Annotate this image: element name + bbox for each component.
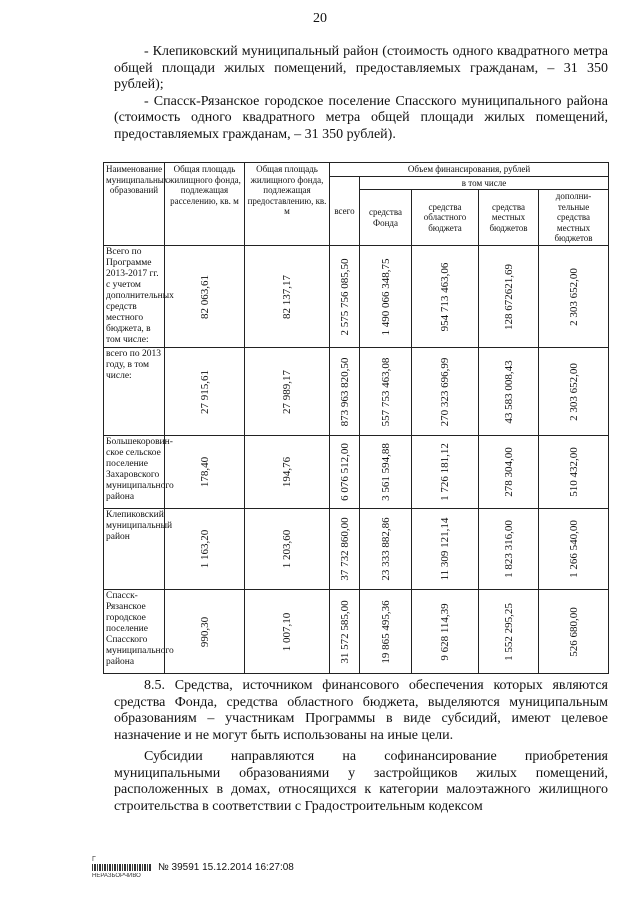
stamp-mark: Г bbox=[92, 856, 96, 863]
cell-area-provided: 1 203,60 bbox=[281, 529, 293, 569]
row-name: всего по 2013 году, в том числе: bbox=[104, 348, 165, 436]
table-row bbox=[104, 590, 609, 674]
footer bbox=[92, 856, 294, 878]
body-text bbox=[114, 678, 608, 815]
row-name: Клепиковский муниципальный район bbox=[104, 509, 165, 590]
cell-area-provided: 194,76 bbox=[281, 456, 293, 488]
cell-local-extra: 526 680,00 bbox=[567, 606, 580, 657]
row-name: Всего по Программе 2013-2017 гг. с учетом дополнительных средств местного бюджета, в том числе: bbox=[104, 246, 165, 348]
cell-local: 1 552 295,25 bbox=[502, 602, 515, 661]
intro-item-klepiki: - Клепиковский муниципальный район (стоимость одного квадратного метра общей площади жилых помещений, предоставляемых гражданам, – 31 350 рублей); bbox=[114, 44, 608, 92]
cell-local: 278 304,00 bbox=[502, 447, 515, 497]
table-row bbox=[104, 246, 609, 348]
cell-fund: 3 561 594,88 bbox=[379, 443, 392, 501]
cell-area-total: 178,40 bbox=[198, 456, 211, 488]
cell-area-total: 27 915,61 bbox=[198, 369, 211, 414]
cell-fund: 1 490 066 348,75 bbox=[379, 258, 392, 335]
cell-local-extra: 2 303 652,00 bbox=[567, 267, 580, 326]
cell-regional: 270 323 696,99 bbox=[439, 357, 451, 426]
paragraph-8-5: 8.5. Средства, источником финансового обеспечения которых являются средства Фонда, средства областного бюджета, выделяются муниципальным образованиям – участникам Программы в виде субсидий, имеют целевое назначение и не могут быть использованы на иные цели. bbox=[114, 678, 608, 743]
table-row bbox=[104, 509, 609, 590]
table-row bbox=[104, 436, 609, 509]
cell-regional: 9 628 114,39 bbox=[439, 602, 451, 661]
document-reference: № 39591 15.12.2014 16:27:08 bbox=[158, 861, 294, 873]
cell-fund: 557 753 463,08 bbox=[379, 357, 392, 426]
cell-regional: 1 726 181,12 bbox=[439, 443, 451, 501]
header-including: в том числе bbox=[360, 176, 609, 190]
header-name: Наименование муниципальных образований bbox=[104, 163, 165, 246]
header-regional: средства областного бюджета bbox=[412, 190, 479, 246]
header-financing: Объем финансирования, рублей bbox=[330, 163, 609, 177]
cell-total: 31 572 585,00 bbox=[338, 599, 351, 664]
cell-local-extra: 510 432,00 bbox=[567, 447, 580, 497]
header-total: всего bbox=[330, 176, 360, 246]
intro-item-spassk: - Спасск-Рязанское городское поселение Спасского муниципального района (стоимость одного квадратного метра общей площади жилых помещений, предоставляемых гражданам, – 31 350 рублей). bbox=[114, 93, 608, 142]
cell-area-total: 82 063,61 bbox=[198, 274, 211, 319]
cell-local: 128 672621,69 bbox=[502, 263, 515, 330]
row-name: Спасск-Рязанское городское поселение Спасского муниципального района bbox=[104, 590, 165, 674]
header-area-total: Общая площадь жилищного фонда, подлежащая расселению, кв. м bbox=[165, 163, 245, 246]
table-row bbox=[104, 348, 609, 436]
cell-local: 1 823 316,00 bbox=[502, 520, 515, 578]
stamp-text: НЕРАЗБОРЧИВО bbox=[92, 872, 141, 878]
header-local: средства местных бюджетов bbox=[479, 190, 539, 246]
cell-area-total: 990,30 bbox=[198, 616, 211, 647]
cell-fund: 19 865 495,36 bbox=[379, 599, 392, 664]
cell-local-extra: 2 303 652,00 bbox=[567, 362, 580, 421]
cell-regional: 11 309 121,14 bbox=[439, 517, 451, 581]
paragraph-subsidies: Субсидии направляются на софинансирование приобретения муниципальными образованиями у застройщиков жилых помещений, расположенных в домах, относящихся к категории малоэтажного жилищного строительства в соответствии с Градостроительным кодексом bbox=[114, 749, 608, 814]
barcode-icon bbox=[92, 864, 152, 871]
cell-area-provided: 1 007,10 bbox=[281, 612, 293, 651]
cell-total: 873 963 820,50 bbox=[338, 357, 351, 426]
cell-area-provided: 27 989,17 bbox=[281, 369, 293, 414]
cell-total: 2 575 756 085,50 bbox=[338, 258, 351, 335]
intro-list bbox=[114, 44, 608, 143]
cell-total: 37 732 860,00 bbox=[338, 517, 351, 581]
page-number: 20 bbox=[313, 11, 327, 26]
cell-area-provided: 82 137,17 bbox=[281, 274, 293, 319]
row-name: Большекоровин-ское сельское поселение Захаровского муниципального района bbox=[104, 436, 165, 509]
cell-area-total: 1 163,20 bbox=[198, 529, 211, 569]
cell-local-extra: 1 266 540,00 bbox=[567, 520, 580, 578]
cell-regional: 954 713 463,06 bbox=[439, 262, 451, 331]
header-local-extra: дополни-тельные средства местных бюджетов bbox=[539, 190, 609, 246]
header-fund: средства Фонда bbox=[360, 190, 412, 246]
registration-stamp bbox=[92, 856, 152, 878]
cell-fund: 23 333 882,86 bbox=[379, 517, 392, 581]
header-area-provided: Общая площадь жилищного фонда, подлежащая предоставлению, кв. м bbox=[245, 163, 330, 246]
cell-local: 43 583 008,43 bbox=[502, 359, 515, 424]
cell-total: 6 076 512,00 bbox=[338, 443, 351, 501]
financing-table bbox=[103, 162, 609, 674]
